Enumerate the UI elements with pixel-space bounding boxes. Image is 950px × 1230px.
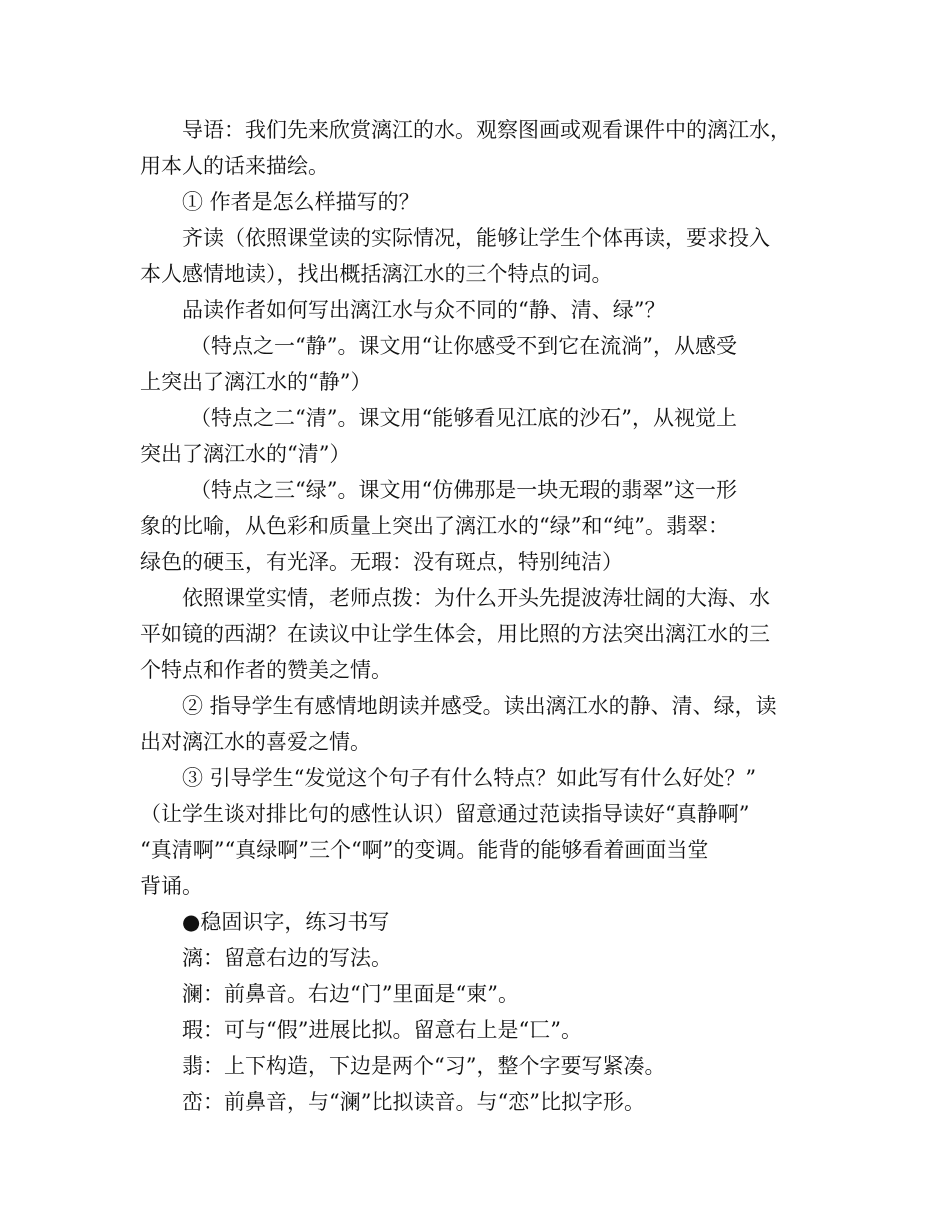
paragraph-line: 用本人的话来描绘。 xyxy=(140,154,329,178)
paragraph-line: 个特点和作者的赞美之情。 xyxy=(140,658,392,682)
paragraph-line: 出对漓江水的喜爱之情。 xyxy=(140,730,371,754)
paragraph-line: 齐读（依照课堂读的实际情况，能够让学生个体再读，要求投入 xyxy=(182,226,770,250)
paragraph-line: “真清啊”“真绿啊”三个“啊”的变调。能背的能够看着画面当堂 xyxy=(140,838,709,862)
paragraph-line: （让学生谈对排比句的感性认识）留意通过范读指导读好“真静啊” xyxy=(140,802,750,826)
section-heading: ●稳固识字，练习书写 xyxy=(182,910,390,934)
paragraph-line: 平如镜的西湖？在读议中让学生体会，用比照的方法突出漓江水的三 xyxy=(140,622,770,646)
paragraph-line: ② 指导学生有感情地朗读并感受。读出漓江水的静、清、绿，读 xyxy=(182,694,777,718)
paragraph-line: 依照课堂实情，老师点拨：为什么开头先提波涛壮阔的大海、水 xyxy=(182,586,770,610)
paragraph-line: 突出了漓江水的“清”） xyxy=(140,442,351,466)
list-item: 瑕：可与“假”进展比拟。留意右上是“匸”。 xyxy=(182,1018,582,1042)
list-item: 澜：前鼻音。右边“门”里面是“柬”。 xyxy=(182,982,519,1006)
paragraph-line: 品读作者如何写出漓江水与众不同的“静、清、绿”？ xyxy=(182,298,666,322)
paragraph-line: 本人感情地读），找出概括漓江水的三个特点的词。 xyxy=(140,262,613,286)
paragraph-line: ① 作者是怎么样描写的？ xyxy=(182,190,420,214)
list-item: 漓：留意右边的写法。 xyxy=(182,946,392,970)
paragraph-line: （特点之一“静”。课文用“让你感受不到它在流淌”，从感受 xyxy=(190,334,737,358)
paragraph-line: 背诵。 xyxy=(140,874,203,898)
paragraph-line: ③ 引导学生“发觉这个句子有什么特点？如此写有什么好处？” xyxy=(182,766,757,790)
list-item: 翡：上下构造，下边是两个“习”，整个字要写紧凑。 xyxy=(182,1054,666,1078)
document-body xyxy=(140,112,812,1120)
paragraph-line: （特点之二“清”。课文用“能够看见江底的沙石”，从视觉上 xyxy=(190,406,737,430)
paragraph-line: 象的比喻，从色彩和质量上突出了漓江水的“绿”和“纯”。翡翠： xyxy=(140,514,729,538)
list-item: 峦：前鼻音，与“澜”比拟读音。与“恋”比拟字形。 xyxy=(182,1090,645,1114)
paragraph-line: 上突出了漓江水的“静”） xyxy=(140,370,372,394)
paragraph-line: 导语：我们先来欣赏漓江的水。观察图画或观看课件中的漓江水， xyxy=(182,118,791,142)
paragraph-line: 绿色的硬玉，有光泽。无瑕：没有斑点，特别纯洁） xyxy=(140,550,623,574)
paragraph-line: （特点之三“绿”。课文用“仿佛那是一块无瑕的翡翠”这一形 xyxy=(190,478,737,502)
